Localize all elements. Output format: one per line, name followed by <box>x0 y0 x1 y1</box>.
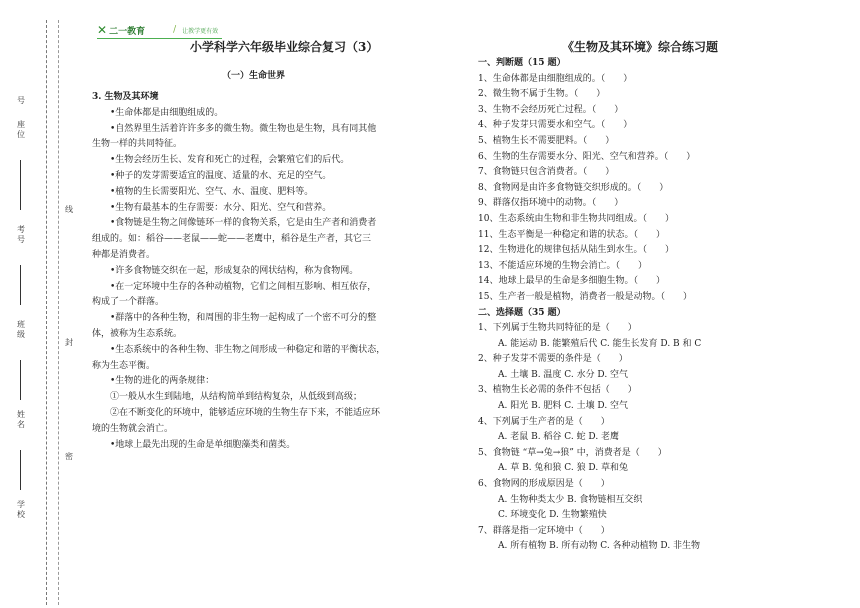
margin-blank-line <box>20 450 21 490</box>
seal-line-dotted <box>58 20 59 605</box>
judge-item: 10、生态系统由生物和非生物共同组成。（ ） <box>478 213 674 224</box>
left-line: •生物有最基本的生存需要：水分、阳光、空气和营养。 <box>110 202 332 213</box>
logo-slogan: 让教学更有效 <box>182 27 219 35</box>
left-line: •生物会经历生长、发育和死亡的过程，会繁殖它们的后代。 <box>110 155 350 166</box>
margin-blank-line <box>20 160 21 210</box>
judge-item: 6、生物的生存需要水分、阳光、空气和营养。（ ） <box>478 151 696 162</box>
choice-question: 3、植物生长必需的条件不包括（ ） <box>478 385 637 396</box>
left-line: •自然界里生活着许许多多的微生物。微生物也是生物，具有同其他 <box>110 123 377 134</box>
left-line: •生态系统中的各种生物、非生物之间形成一种稳定和谐的平衡状态， <box>110 344 386 355</box>
left-line: •食物链是生物之间像链环一样的食物关系，它是由生产者和消费者 <box>110 218 377 229</box>
left-line: 体，被称为生态系统。 <box>92 328 183 339</box>
left-subtitle: （一）生命世界 <box>222 71 286 81</box>
margin-blank-line <box>20 265 21 305</box>
left-line: 称为生态平衡。 <box>92 360 156 371</box>
judge-item: 14、地球上最早的生命是多细胞生物。（ ） <box>478 276 665 287</box>
left-line: 组成的。如：稻谷——老鼠——蛇——老鹰中，稻谷是生产者，其它三 <box>92 234 372 245</box>
logo-text: 二一教育 <box>109 26 146 37</box>
choice-question: 5、食物链 “草→兔→狼” 中，消费者是（ ） <box>478 447 667 458</box>
left-line: •群落中的各种生物，和周围的非生物一起构成了一个密不可分的整 <box>110 313 377 324</box>
judge-item: 9、群落仅指环境中的动物。（ ） <box>478 198 624 209</box>
choice-options: C. 环境变化 D. 生物繁殖快 <box>498 510 607 521</box>
judge-item: 11、生态平衡是一种稳定和谐的状态。（ ） <box>478 229 665 240</box>
judge-item: 7、食物链只包含消费者。（ ） <box>478 167 615 178</box>
seal-mark-secret: 密 <box>65 452 73 461</box>
left-line: •生命体都是由细胞组成的。 <box>110 107 224 118</box>
judge-item: 13、不能适应环境的生物会消亡。（ ） <box>478 260 647 271</box>
judge-item: 5、植物生长不需要肥料。（ ） <box>478 135 615 146</box>
margin-label-school: 学校 <box>17 500 25 519</box>
choice-options: A. 草 B. 兔和狼 C. 狼 D. 草和兔 <box>498 463 629 474</box>
margin-label-name: 姓名 <box>17 410 25 429</box>
margin-label-seat: 座位 <box>17 120 25 139</box>
judge-item: 15、生产者一般是植物，消费者一般是动物。（ ） <box>478 291 692 302</box>
seal-line-dashed <box>46 20 47 605</box>
left-title: 小学科学六年级毕业综合复习（3） <box>190 40 379 54</box>
right-title: 《生物及其环境》综合练习题 <box>562 40 719 54</box>
left-line: •植物的生长需要阳光、空气、水、温度、肥料等。 <box>110 186 314 197</box>
left-line: 境的生物就会消亡。 <box>92 423 174 434</box>
judge-item: 4、种子发芽只需要水和空气。（ ） <box>478 120 633 131</box>
left-line: ①一般从水生到陆地，从结构简单到结构复杂，从低级到高级； <box>110 392 363 403</box>
choice-options: A. 老鼠 B. 稻谷 C. 蛇 D. 老鹰 <box>498 432 620 443</box>
choice-question: 6、食物网的形成原因是（ ） <box>478 479 610 490</box>
left-line: •地球上最先出现的生命是单细胞藻类和菌类。 <box>110 439 296 450</box>
left-line: •种子的发芽需要适宜的温度、适量的水、充足的空气。 <box>110 170 332 181</box>
choice-question: 1、下列属于生物共同特征的是（ ） <box>478 323 637 334</box>
left-line: 种都是消费者。 <box>92 249 156 260</box>
left-section-heading: 3. 生物及其环境 <box>92 92 159 102</box>
margin-label-exam-number: 考号 <box>17 225 25 244</box>
judge-item: 8、食物网是由许多食物链交织形成的。（ ） <box>478 182 669 193</box>
margin-blank-line <box>20 360 21 400</box>
left-line: •生物的进化的两条规律： <box>110 376 215 387</box>
left-line: ②在不断变化的环境中，能够适应环境的生物生存下来，不能适应环 <box>110 407 381 418</box>
seal-mark-line: 线 <box>65 205 73 214</box>
choice-section-heading: 二、选择题（35 题） <box>478 307 566 318</box>
judge-item: 12、生物进化的规律包括从陆生到水生。（ ） <box>478 245 674 256</box>
choice-question: 7、群落是指一定环境中（ ） <box>478 525 610 536</box>
choice-options: A. 生物种类太少 B. 食物链相互交织 <box>498 494 643 505</box>
choice-options: A. 能运动 B. 能繁殖后代 C. 能生长发育 D. B 和 C <box>498 338 702 349</box>
choice-options: A. 所有植物 B. 所有动物 C. 各种动植物 D. 非生物 <box>498 541 701 552</box>
choice-options: A. 土壤 B. 温度 C. 水分 D. 空气 <box>498 369 629 380</box>
margin-label-class: 班级 <box>17 320 25 339</box>
seal-mark-seal: 封 <box>65 338 73 347</box>
judge-section-heading: 一、判断题（15 题） <box>478 58 566 68</box>
choice-options: A. 阳光 B. 肥料 C. 土壤 D. 空气 <box>498 401 629 412</box>
left-content <box>92 90 412 453</box>
judge-item: 3、生物不会经历死亡过程。（ ） <box>478 104 624 115</box>
binding-margin <box>0 0 75 608</box>
judge-item: 1、生命体都是由细胞组成的。（ ） <box>478 73 633 84</box>
logo-icon: ✕ <box>97 23 108 37</box>
left-line: •在一定环境中生存的各种动植物，它们之间相互影响、相互依存， <box>110 281 377 292</box>
left-line: 生物一样的共同特征。 <box>92 139 183 150</box>
brand-logo <box>97 22 218 38</box>
choice-question: 2、种子发芽不需要的条件是（ ） <box>478 354 628 365</box>
left-line: •许多食物链交织在一起，形成复杂的网状结构，称为食物网。 <box>110 265 359 276</box>
right-content <box>478 56 818 555</box>
left-line: 构成了一个群落。 <box>92 297 165 308</box>
logo-separator: / <box>173 25 177 35</box>
judge-item: 2、微生物不属于生物。（ ） <box>478 89 606 100</box>
margin-label-number: 号 <box>17 96 25 105</box>
choice-question: 4、下列属于生产者的是（ ） <box>478 416 610 427</box>
